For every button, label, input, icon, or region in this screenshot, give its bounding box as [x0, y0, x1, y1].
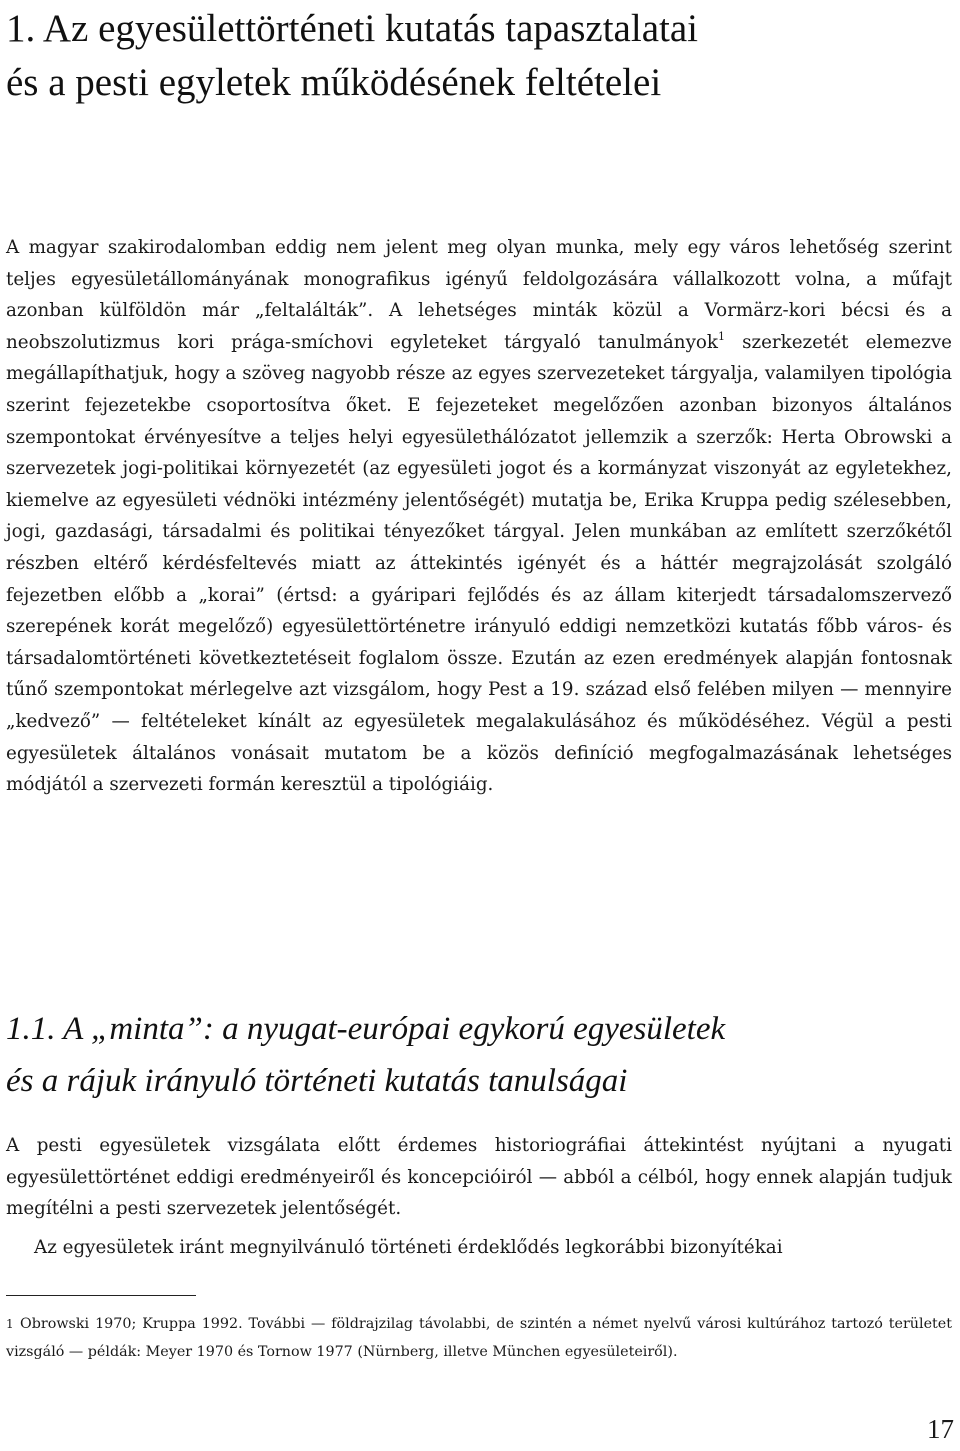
- chapter-title-line-2: és a pesti egyletek működésének feltételei: [6, 61, 662, 104]
- section-paragraph-2: Az egyesületek iránt megnyilvánuló történeti érdeklődés legkorábbi bizonyítékai: [34, 1237, 783, 1258]
- section-title-line-1: 1.1. A „minta”: a nyugat-európai egykorú egyesületek: [6, 1011, 726, 1047]
- intro-paragraph: [6, 232, 952, 801]
- intro-text-before-note: A magyar szakirodalomban eddig nem jelent meg olyan munka, mely egy város lehetőség szerint teljes egyesületállományának monografikus igényű feldolgozására vállalkozott volna, a műfajt azonban külföldön már „feltalálták”. A lehetséges minták közül a Vormärz-kori bécsi és a neobszolutizmus kori prága-smíchovi egyleteket tárgyaló tanulmányok: [6, 237, 952, 353]
- section-title: [6, 1003, 946, 1107]
- footnote-divider: [6, 1295, 196, 1296]
- intro-text-after-note: szerkezetét elemezve megállapíthatjuk, hogy a szöveg nagyobb része az egyes szervezeteket tárgyalja, valamilyen tipológia szerint fejezetekbe csoportosítva őket. E fejezeteket megelőzően azonban bizonyos általános szempontokat érvényesítve a teljes helyi egyesülethálózatot jellemzik a szerzők: Herta Obrowski a szervezetek jogi-politikai környezetét (az egyesületi jogot és a kormányzat viszonyát az egyletekhez, kiemelve az egyesületi védnöki intézmény jelentőségét) mutatja be, Erika Kruppa pedig szélesebben, jogi, gazdasági, társadalmi és politikai tényezőket tárgyal. Jelen munkában az említett szerzőkétől részben eltérő kérdésfeltevés miatt az áttekintés igényét és a háttér megrajzolását szolgáló fejezetben előbb a „korai” (értsd: a gyáripari fejlődés és az állam kiterjedt társadalomszervező szerepének korát megelőző) egyesülettörténetre irányuló eddigi nemzetközi kutatás főbb város- és társadalomtörténeti következtetéseit foglalom össze. Ezután az ezen eredmények alapján fontosnak tűnő szempontokat mérlegelve azt vizsgálom, hogy Pest a 19. század első felében milyen — mennyire „kedvező” — feltételeket kínált az egyesületek megalakulásához és működéséhez. Végül a pesti egyesületek általános vonásait mutatom be a közös definíció megfogalmazásának lehetséges módjától a szervezeti formán keresztül a tipológiáig.: [6, 331, 953, 796]
- page-number: 17: [927, 1414, 954, 1444]
- section-paragraph-1: A pesti egyesületek vizsgálata előtt érdemes historiográfiai áttekintést nyújtani a nyugati egyesülettörténet eddigi eredményeiről és koncepcióiról — abból a célból, hogy ennek alapján tudjuk megítélni a pesti szervezetek jelentőségét.: [6, 1135, 952, 1220]
- footnote-text: Obrowski 1970; Kruppa 1992. További — földrajzilag távolabbi, de szintén a német nyelvű városi kultúrához tartozó területet vizsgáló — példák: Meyer 1970 és Tornow 1977 (Nürnberg, illetve München egyesületeiről).: [6, 1316, 952, 1360]
- chapter-title: [6, 2, 946, 110]
- section-title-line-2: és a rájuk irányuló történeti kutatás tanulságai: [6, 1063, 628, 1099]
- footnote-reference[interactable]: 1: [717, 329, 725, 343]
- chapter-title-line-1: 1. Az egyesülettörténeti kutatás tapasztalatai: [6, 7, 698, 50]
- footnote: [6, 1310, 952, 1366]
- footnote-marker: 1: [6, 1317, 14, 1331]
